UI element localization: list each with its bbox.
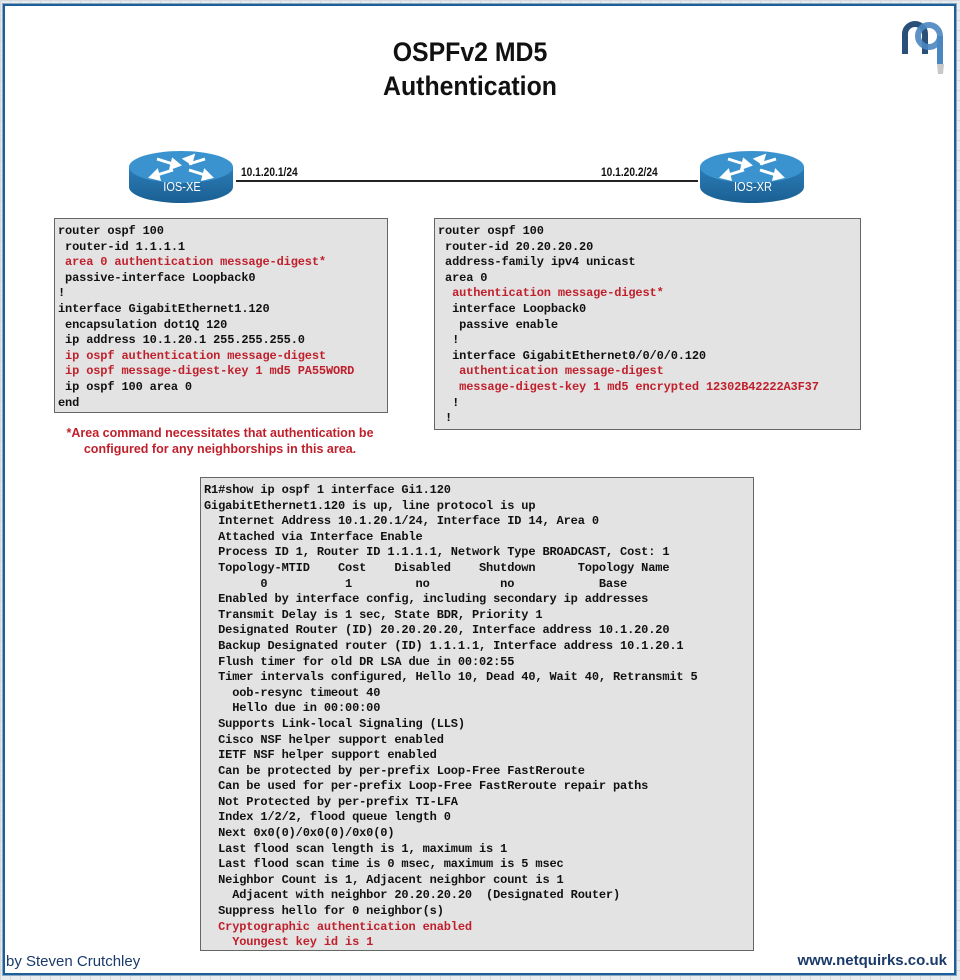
code-line: ip address 10.1.20.1 255.255.255.0 [58, 333, 305, 348]
code-line: Designated Router (ID) 20.20.20.20, Interface address 10.1.20.20 [204, 623, 670, 638]
code-line: Not Protected by per-prefix TI-LFA [204, 794, 458, 809]
code-line: encapsulation dot1Q 120 [58, 317, 228, 332]
note-line-1: *Area command necessitates that authentication be [66, 426, 374, 440]
note-line-2: configured for any neighborships in this area. [83, 442, 357, 456]
code-line: interface GigabitEthernet1.120 [58, 301, 270, 316]
code-line: IETF NSF helper support enabled [204, 748, 437, 763]
code-line: ! [438, 411, 453, 426]
code-line: Next 0x0(0)/0x0(0)/0x0(0) [204, 826, 395, 841]
code-line: Hello due in 00:00:00 [204, 701, 381, 716]
code-line: Transmit Delay is 1 sec, State BDR, Priority 1 [204, 607, 543, 622]
code-line-highlighted: authentication message-digest [438, 364, 664, 379]
code-line: GigabitEthernet1.120 is up, line protocol is up [204, 498, 536, 513]
code-line: Cisco NSF helper support enabled [204, 732, 444, 747]
code-line: passive-interface Loopback0 [58, 270, 256, 285]
show-ip-ospf-interface-output [200, 477, 754, 951]
code-line: ! [58, 286, 66, 301]
code-line-highlighted: Cryptographic authentication enabled [204, 919, 472, 934]
code-line: passive enable [438, 317, 558, 332]
title-line-1: OSPFv2 MD5 [392, 37, 548, 67]
router-ios-xe [127, 149, 237, 205]
code-line: router ospf 100 [438, 224, 544, 238]
code-line: Flush timer for old DR LSA due in 00:02:55 [204, 654, 515, 669]
code-line-highlighted: ip ospf authentication message-digest [58, 348, 326, 363]
code-line: Adjacent with neighbor 20.20.20.20 (Designated Router) [204, 888, 621, 903]
code-line-highlighted: area 0 authentication message-digest* [58, 255, 326, 270]
ip-label-right: 10.1.20.2/24 [601, 165, 658, 179]
router-label: IOS-XR [733, 179, 773, 194]
router-icon [698, 149, 808, 205]
code-line-highlighted: message-digest-key 1 md5 encrypted 12302B42222A3F37 [438, 379, 819, 394]
title-line-2: Authentication [383, 71, 557, 101]
code-line: Supports Link-local Signaling (LLS) [204, 716, 465, 731]
code-line: router ospf 100 [58, 224, 164, 238]
ios-xe-config-block [54, 218, 388, 413]
code-line: Attached via Interface Enable [204, 529, 423, 544]
code-line: interface Loopback0 [438, 301, 587, 316]
router-ios-xr [698, 149, 808, 205]
netquirks-logo-icon [897, 12, 951, 76]
code-line: Topology-MTID Cost Disabled Shutdown Topology Name [204, 560, 670, 575]
code-line: Internet Address 10.1.20.1/24, Interface ID 14, Area 0 [204, 514, 599, 529]
code-line: Neighbor Count is 1, Adjacent neighbor count is 1 [204, 872, 564, 887]
author-credit: by Steven Crutchley [6, 953, 141, 970]
code-line: Suppress hello for 0 neighbor(s) [204, 904, 444, 919]
code-line: Index 1/2/2, flood queue length 0 [204, 810, 451, 825]
router-icon [127, 149, 237, 205]
code-line: area 0 [438, 270, 488, 285]
code-line: Can be used for per-prefix Loop-Free FastReroute repair paths [204, 779, 649, 794]
code-line-highlighted: Youngest key id is 1 [204, 935, 374, 950]
code-line: Last flood scan time is 0 msec, maximum is 5 msec [204, 857, 564, 872]
code-line-highlighted: authentication message-digest* [438, 286, 664, 301]
network-link [236, 180, 698, 182]
code-line: router-id 1.1.1.1 [58, 239, 185, 254]
code-line: Process ID 1, Router ID 1.1.1.1, Network Type BROADCAST, Cost: 1 [204, 545, 670, 560]
code-line: address-family ipv4 unicast [438, 255, 636, 270]
code-line: Last flood scan length is 1, maximum is 1 [204, 841, 508, 856]
code-line: R1#show ip ospf 1 interface Gi1.120 [204, 483, 451, 497]
code-line: 0 1 no no Base [204, 576, 628, 591]
ios-xr-config-block [434, 218, 861, 430]
ip-label-left: 10.1.20.1/24 [241, 165, 298, 179]
code-line: ip ospf 100 area 0 [58, 379, 192, 394]
code-line: end [58, 395, 80, 410]
code-line: interface GigabitEthernet0/0/0/0.120 [438, 348, 706, 363]
router-label: IOS-XE [163, 179, 201, 194]
code-line: ! [438, 395, 460, 410]
area-command-note [45, 425, 395, 457]
code-line: Timer intervals configured, Hello 10, Dead 40, Wait 40, Retransmit 5 [204, 670, 698, 685]
code-line-highlighted: ip ospf message-digest-key 1 md5 PA55WORD [58, 364, 355, 379]
code-line: ! [438, 333, 460, 348]
website-link[interactable]: www.netquirks.co.uk [797, 952, 947, 969]
code-line: Enabled by interface config, including secondary ip addresses [204, 592, 649, 607]
code-line: router-id 20.20.20.20 [438, 239, 594, 254]
code-line: Backup Designated router (ID) 1.1.1.1, Interface address 10.1.20.1 [204, 638, 684, 653]
code-line: Can be protected by per-prefix Loop-Free FastReroute [204, 763, 585, 778]
code-line: oob-resync timeout 40 [204, 685, 381, 700]
